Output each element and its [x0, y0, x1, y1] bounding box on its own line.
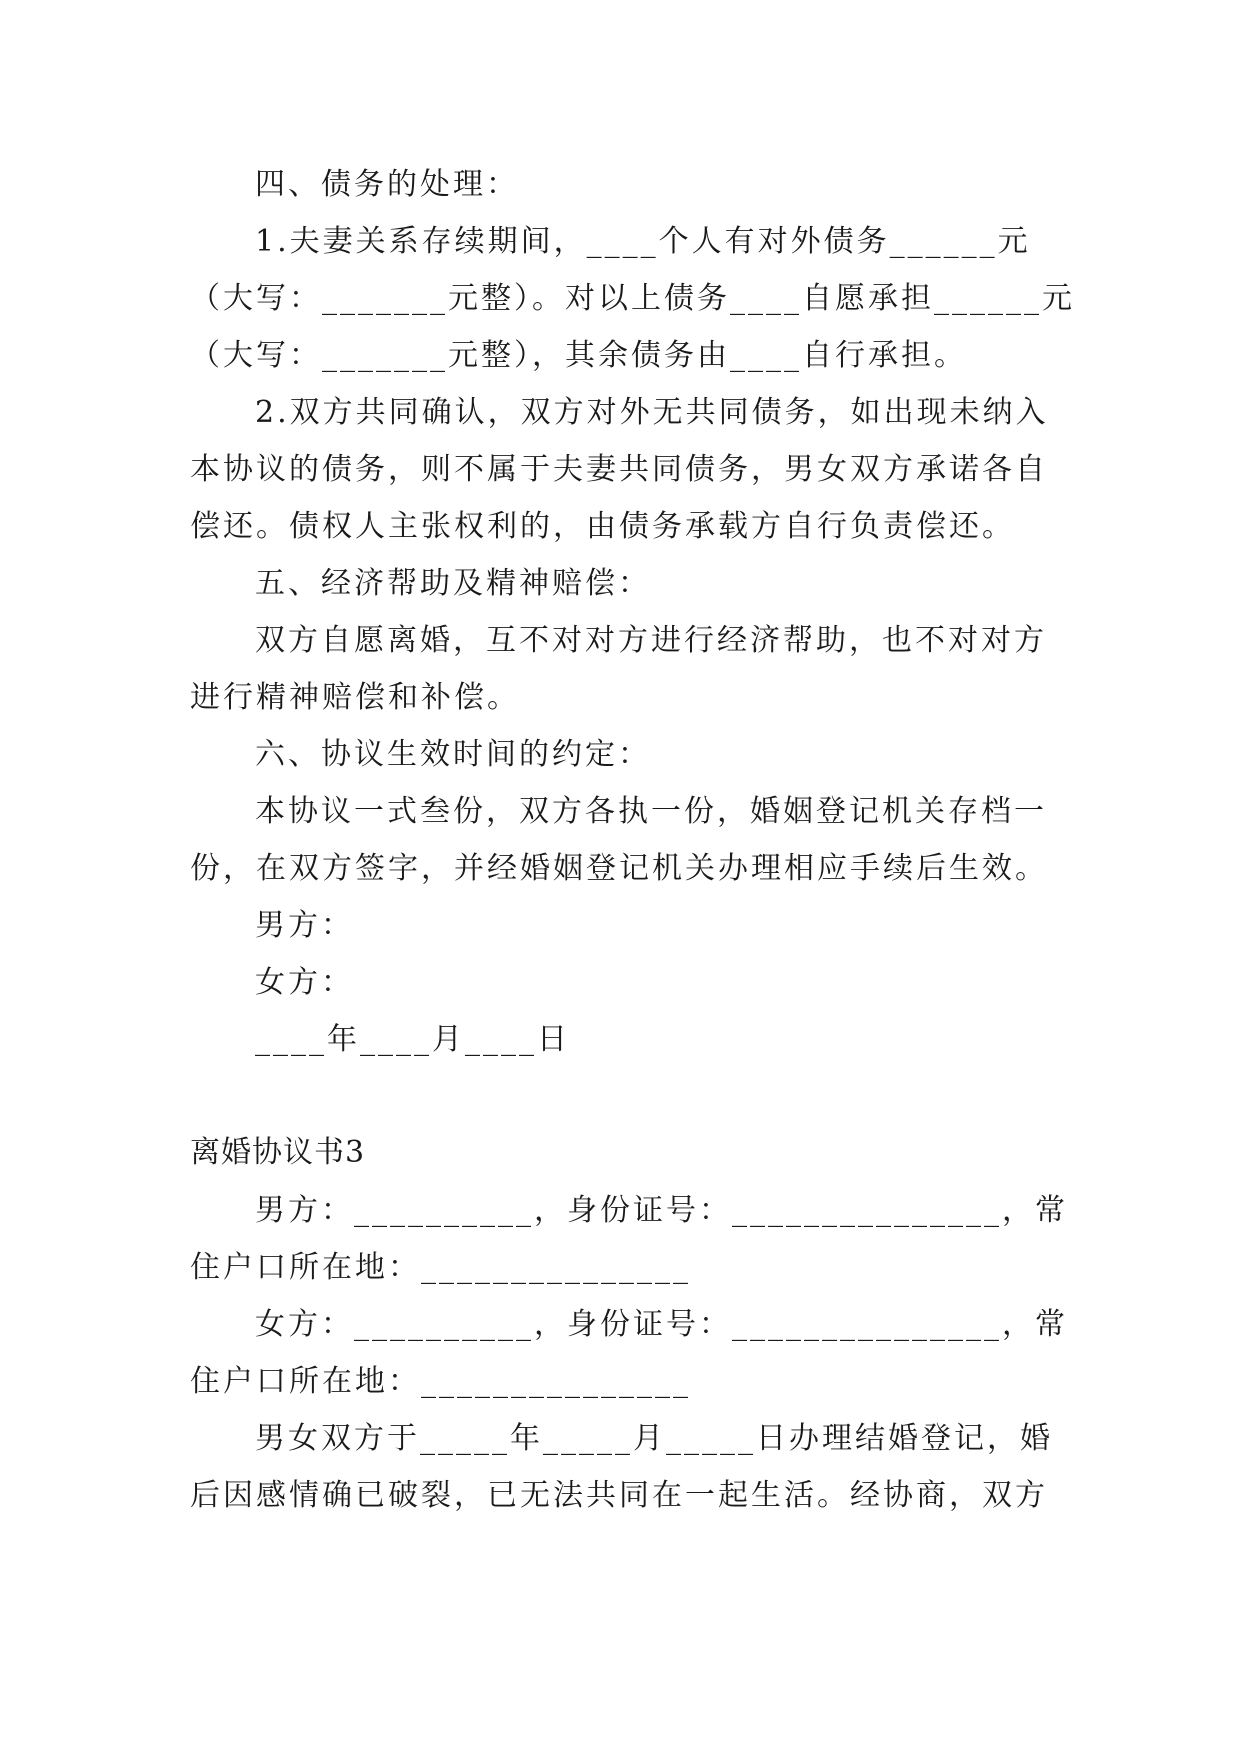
paragraph-line: 女方：__________，身份证号：_______________，常: [255, 1307, 1068, 1342]
paragraph-line: 进行精神赔偿和补偿。: [190, 680, 520, 715]
paragraph-line: （大写：_______元整）。对以上债务____自愿承担______元: [190, 281, 1075, 316]
signature-date: ____年____月____日: [255, 1022, 570, 1057]
paragraph-line: 本协议一式叁份，双方各执一份，婚姻登记机关存档一: [255, 794, 1047, 829]
section-heading-compensation: 五、经济帮助及精神赔偿：: [255, 566, 651, 601]
paragraph-line: 1.夫妻关系存续期间，____个人有对外债务______元: [255, 224, 1031, 259]
paragraph-line: 双方自愿离婚，互不对对方进行经济帮助，也不对对方: [255, 623, 1047, 658]
paragraph-line: 偿还。债权人主张权利的，由债务承载方自行负责偿还。: [190, 509, 1015, 544]
document-title: 离婚协议书3: [190, 1135, 366, 1170]
paragraph-line: 后因感情确已破裂，已无法共同在一起生活。经协商，双方: [190, 1478, 1048, 1513]
paragraph-line: 2.双方共同确认，双方对外无共同债务，如出现未纳入: [255, 395, 1049, 430]
signature-male: 男方：: [255, 908, 354, 943]
paragraph-line: 男方：__________，身份证号：_______________，常: [255, 1193, 1068, 1228]
signature-female: 女方：: [255, 965, 354, 1000]
paragraph-line: 本协议的债务，则不属于夫妻共同债务，男女双方承诺各自: [190, 452, 1048, 487]
paragraph-line: 男女双方于_____年_____月_____日办理结婚登记，婚: [255, 1421, 1053, 1456]
paragraph-line: 住户口所在地：_______________: [190, 1250, 691, 1285]
paragraph-line: 住户口所在地：_______________: [190, 1364, 691, 1399]
section-heading-debts: 四、债务的处理：: [255, 167, 519, 202]
paragraph-line: 份，在双方签字，并经婚姻登记机关办理相应手续后生效。: [190, 851, 1048, 886]
section-heading-effective-time: 六、协议生效时间的约定：: [255, 737, 651, 772]
paragraph-line: （大写：_______元整），其余债务由____自行承担。: [190, 338, 967, 373]
